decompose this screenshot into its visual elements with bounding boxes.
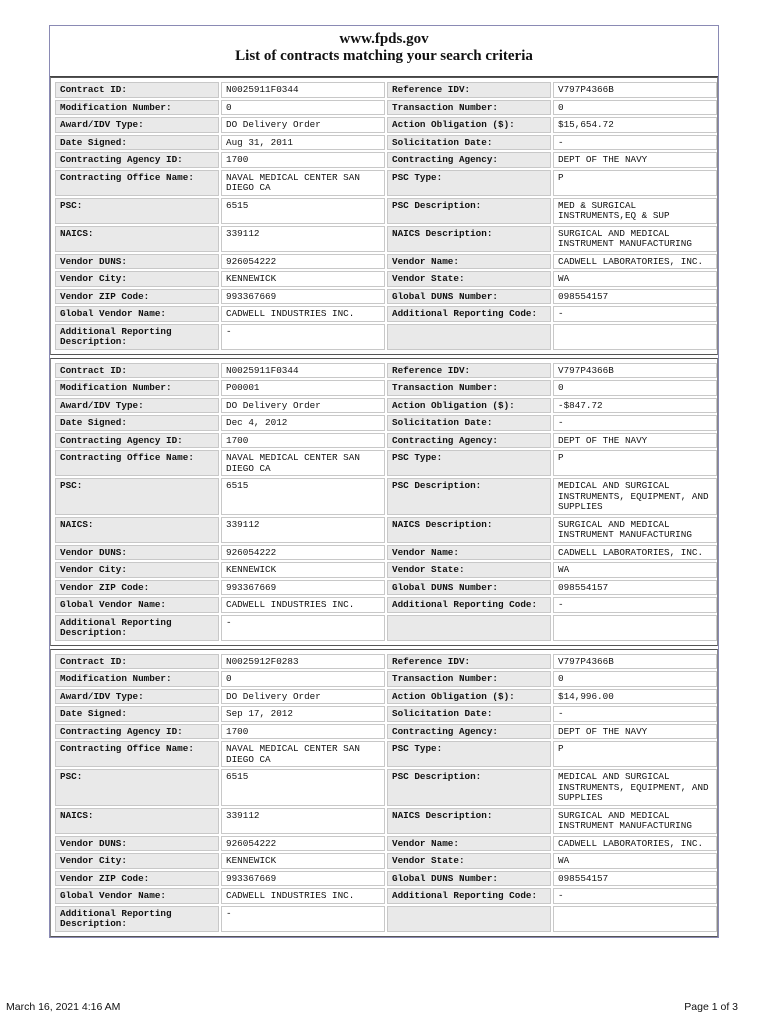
field-label-left: Date Signed: [55, 415, 219, 431]
table-row [55, 706, 717, 722]
field-value-right: SURGICAL AND MEDICAL INSTRUMENT MANUFACTURING [553, 226, 717, 252]
field-label-left: Date Signed: [55, 706, 219, 722]
field-label-right: Reference IDV: [387, 363, 551, 379]
table-row [55, 306, 717, 322]
field-label-right: Solicitation Date: [387, 135, 551, 151]
field-label-left: Vendor ZIP Code: [55, 871, 219, 887]
field-label-left: Contract ID: [55, 82, 219, 98]
field-value-right: CADWELL LABORATORIES, INC. [553, 836, 717, 852]
field-value-left: Aug 31, 2011 [221, 135, 385, 151]
field-label-left: Global Vendor Name: [55, 597, 219, 613]
field-value-left: 993367669 [221, 871, 385, 887]
table-row [55, 198, 717, 224]
field-label-right: NAICS Description: [387, 517, 551, 543]
field-value-right: WA [553, 853, 717, 869]
table-row [55, 450, 717, 476]
field-value-left: P00001 [221, 380, 385, 396]
field-label-right: Reference IDV: [387, 82, 551, 98]
table-row [55, 671, 717, 687]
field-label-right: Contracting Agency: [387, 152, 551, 168]
field-value-right: $15,654.72 [553, 117, 717, 133]
field-label-left: PSC: [55, 769, 219, 806]
table-row [55, 654, 717, 670]
field-value-left: 6515 [221, 769, 385, 806]
field-value-left: CADWELL INDUSTRIES INC. [221, 597, 385, 613]
field-value-left: 1700 [221, 433, 385, 449]
field-label-left: Award/IDV Type: [55, 117, 219, 133]
field-label-left: NAICS: [55, 808, 219, 834]
field-label-right: Solicitation Date: [387, 415, 551, 431]
field-label-right: Transaction Number: [387, 380, 551, 396]
table-row [55, 100, 717, 116]
field-value-left: 1700 [221, 724, 385, 740]
table-row [55, 226, 717, 252]
table-row [55, 433, 717, 449]
field-label-left: Vendor DUNS: [55, 545, 219, 561]
field-label-left: Modification Number: [55, 100, 219, 116]
field-label-right: Action Obligation ($): [387, 117, 551, 133]
field-value-left: KENNEWICK [221, 271, 385, 287]
field-label-right: Global DUNS Number: [387, 289, 551, 305]
field-label-left: Contracting Agency ID: [55, 152, 219, 168]
field-value-right: - [553, 135, 717, 151]
field-value-left: 993367669 [221, 580, 385, 596]
field-value-right: P [553, 450, 717, 476]
field-label-left: Contracting Office Name: [55, 741, 219, 767]
field-label-left: NAICS: [55, 226, 219, 252]
field-value-left: 0 [221, 100, 385, 116]
field-label-left: Award/IDV Type: [55, 689, 219, 705]
field-label-left: Additional Reporting Description: [55, 906, 219, 932]
report-header [50, 26, 718, 77]
table-row [55, 152, 717, 168]
field-value-left: 6515 [221, 478, 385, 515]
field-value-left: KENNEWICK [221, 562, 385, 578]
table-row [55, 82, 717, 98]
field-label-right: Global DUNS Number: [387, 580, 551, 596]
print-timestamp: March 16, 2021 4:16 AM [6, 1001, 121, 1013]
field-label-right: PSC Description: [387, 198, 551, 224]
contract-records [50, 77, 718, 937]
field-label-left: Contracting Office Name: [55, 450, 219, 476]
field-value-left: NAVAL MEDICAL CENTER SAN DIEGO CA [221, 170, 385, 196]
table-row [55, 254, 717, 270]
field-label-left: Vendor DUNS: [55, 836, 219, 852]
field-value-left: 926054222 [221, 254, 385, 270]
field-value-left: DO Delivery Order [221, 117, 385, 133]
field-value-left: 926054222 [221, 836, 385, 852]
field-label-left: Contracting Agency ID: [55, 724, 219, 740]
field-value-left: 0 [221, 671, 385, 687]
table-row [55, 398, 717, 414]
field-value-right: - [553, 415, 717, 431]
field-label-left: Award/IDV Type: [55, 398, 219, 414]
table-row [55, 562, 717, 578]
field-label-right: PSC Description: [387, 769, 551, 806]
field-value-right: MEDICAL AND SURGICAL INSTRUMENTS, EQUIPMENT, AND SUPPLIES [553, 478, 717, 515]
field-label-right: Additional Reporting Code: [387, 597, 551, 613]
field-value-right: P [553, 741, 717, 767]
field-label-left: Additional Reporting Description: [55, 615, 219, 641]
field-label-right: Vendor Name: [387, 545, 551, 561]
field-value-left: NAVAL MEDICAL CENTER SAN DIEGO CA [221, 741, 385, 767]
table-row [55, 906, 717, 932]
field-label-right: Vendor State: [387, 562, 551, 578]
field-label-right: Global DUNS Number: [387, 871, 551, 887]
field-value-right: - [553, 706, 717, 722]
field-value-right: - [553, 306, 717, 322]
field-value-left: KENNEWICK [221, 853, 385, 869]
field-value-left: 339112 [221, 226, 385, 252]
table-row [55, 289, 717, 305]
field-label-right: Reference IDV: [387, 654, 551, 670]
field-label-left: Global Vendor Name: [55, 306, 219, 322]
field-value-left: 6515 [221, 198, 385, 224]
field-value-right: -$847.72 [553, 398, 717, 414]
field-value-left: - [221, 324, 385, 350]
table-row [55, 271, 717, 287]
field-label-left: Modification Number: [55, 380, 219, 396]
field-value-right: CADWELL LABORATORIES, INC. [553, 545, 717, 561]
site-name: www.fpds.gov [339, 31, 429, 47]
field-value-right: $14,996.00 [553, 689, 717, 705]
table-row [55, 517, 717, 543]
field-value-right: 0 [553, 100, 717, 116]
field-value-right: 098554157 [553, 580, 717, 596]
table-row [55, 580, 717, 596]
contract-record [50, 77, 718, 355]
field-value-right: MEDICAL AND SURGICAL INSTRUMENTS, EQUIPMENT, AND SUPPLIES [553, 769, 717, 806]
field-label-right [387, 324, 551, 350]
table-row [55, 363, 717, 379]
contract-record-table [53, 80, 719, 352]
table-row [55, 853, 717, 869]
field-value-right: DEPT OF THE NAVY [553, 433, 717, 449]
field-value-right: - [553, 888, 717, 904]
field-label-right: Action Obligation ($): [387, 689, 551, 705]
table-row [55, 545, 717, 561]
field-label-right [387, 615, 551, 641]
field-label-right: Contracting Agency: [387, 724, 551, 740]
field-label-right: Additional Reporting Code: [387, 306, 551, 322]
field-label-right [387, 906, 551, 932]
contract-record [50, 358, 718, 646]
field-label-right: Vendor Name: [387, 254, 551, 270]
table-row [55, 615, 717, 641]
field-value-left: N0025912F0283 [221, 654, 385, 670]
field-value-left: Dec 4, 2012 [221, 415, 385, 431]
field-label-right: PSC Type: [387, 450, 551, 476]
field-label-left: Vendor DUNS: [55, 254, 219, 270]
field-value-right: DEPT OF THE NAVY [553, 724, 717, 740]
field-label-right: Solicitation Date: [387, 706, 551, 722]
field-label-left: Vendor City: [55, 271, 219, 287]
field-value-right: WA [553, 271, 717, 287]
field-value-right [553, 615, 717, 641]
field-value-right: 098554157 [553, 871, 717, 887]
field-label-right: PSC Type: [387, 170, 551, 196]
field-value-right: V797P4366B [553, 82, 717, 98]
table-row [55, 724, 717, 740]
field-label-right: Action Obligation ($): [387, 398, 551, 414]
table-row [55, 170, 717, 196]
table-row [55, 597, 717, 613]
field-value-right: CADWELL LABORATORIES, INC. [553, 254, 717, 270]
field-value-right: MED & SURGICAL INSTRUMENTS,EQ & SUP [553, 198, 717, 224]
field-label-right: Transaction Number: [387, 100, 551, 116]
table-row [55, 808, 717, 834]
field-value-right: 098554157 [553, 289, 717, 305]
field-value-right: SURGICAL AND MEDICAL INSTRUMENT MANUFACTURING [553, 517, 717, 543]
table-row [55, 888, 717, 904]
field-value-right [553, 906, 717, 932]
field-value-right: - [553, 597, 717, 613]
field-value-left: 1700 [221, 152, 385, 168]
field-label-right: Contracting Agency: [387, 433, 551, 449]
field-label-right: NAICS Description: [387, 808, 551, 834]
field-label-left: NAICS: [55, 517, 219, 543]
field-value-left: CADWELL INDUSTRIES INC. [221, 888, 385, 904]
table-row [55, 689, 717, 705]
table-row [55, 380, 717, 396]
contract-record-table [53, 652, 719, 934]
field-label-left: Global Vendor Name: [55, 888, 219, 904]
table-row [55, 478, 717, 515]
contract-record-table [53, 361, 719, 643]
field-value-right: P [553, 170, 717, 196]
field-label-left: Contract ID: [55, 654, 219, 670]
field-value-left: DO Delivery Order [221, 689, 385, 705]
field-label-right: Vendor State: [387, 271, 551, 287]
field-label-left: Vendor City: [55, 562, 219, 578]
field-value-left: 339112 [221, 808, 385, 834]
field-value-left: 993367669 [221, 289, 385, 305]
field-value-left: - [221, 615, 385, 641]
field-value-right: 0 [553, 671, 717, 687]
field-label-left: Date Signed: [55, 135, 219, 151]
contracts-report [49, 25, 719, 938]
field-label-left: Contracting Office Name: [55, 170, 219, 196]
field-value-right: DEPT OF THE NAVY [553, 152, 717, 168]
field-value-left: 339112 [221, 517, 385, 543]
field-value-left: NAVAL MEDICAL CENTER SAN DIEGO CA [221, 450, 385, 476]
report-title: List of contracts matching your search criteria [235, 48, 533, 64]
field-value-left: DO Delivery Order [221, 398, 385, 414]
table-row [55, 741, 717, 767]
field-label-right: PSC Type: [387, 741, 551, 767]
table-row [55, 324, 717, 350]
field-label-right: Vendor State: [387, 853, 551, 869]
table-row [55, 117, 717, 133]
page-number: Page 1 of 3 [684, 1001, 738, 1013]
field-label-right: Transaction Number: [387, 671, 551, 687]
field-label-left: Contracting Agency ID: [55, 433, 219, 449]
field-value-right: V797P4366B [553, 654, 717, 670]
field-value-left: 926054222 [221, 545, 385, 561]
field-label-right: Additional Reporting Code: [387, 888, 551, 904]
field-label-left: Additional Reporting Description: [55, 324, 219, 350]
field-value-right: WA [553, 562, 717, 578]
table-row [55, 769, 717, 806]
field-label-left: Vendor ZIP Code: [55, 580, 219, 596]
table-row [55, 415, 717, 431]
field-label-left: Vendor ZIP Code: [55, 289, 219, 305]
contract-record [50, 649, 718, 937]
field-label-left: Vendor City: [55, 853, 219, 869]
field-value-right: V797P4366B [553, 363, 717, 379]
field-value-right [553, 324, 717, 350]
field-value-left: N0025911F0344 [221, 82, 385, 98]
field-label-right: PSC Description: [387, 478, 551, 515]
field-value-left: - [221, 906, 385, 932]
field-label-left: Modification Number: [55, 671, 219, 687]
field-label-right: Vendor Name: [387, 836, 551, 852]
field-label-left: PSC: [55, 478, 219, 515]
table-row [55, 135, 717, 151]
field-label-right: NAICS Description: [387, 226, 551, 252]
field-label-left: PSC: [55, 198, 219, 224]
field-value-left: N0025911F0344 [221, 363, 385, 379]
table-row [55, 871, 717, 887]
field-value-right: 0 [553, 380, 717, 396]
field-label-left: Contract ID: [55, 363, 219, 379]
table-row [55, 836, 717, 852]
field-value-right: SURGICAL AND MEDICAL INSTRUMENT MANUFACTURING [553, 808, 717, 834]
field-value-left: CADWELL INDUSTRIES INC. [221, 306, 385, 322]
field-value-left: Sep 17, 2012 [221, 706, 385, 722]
